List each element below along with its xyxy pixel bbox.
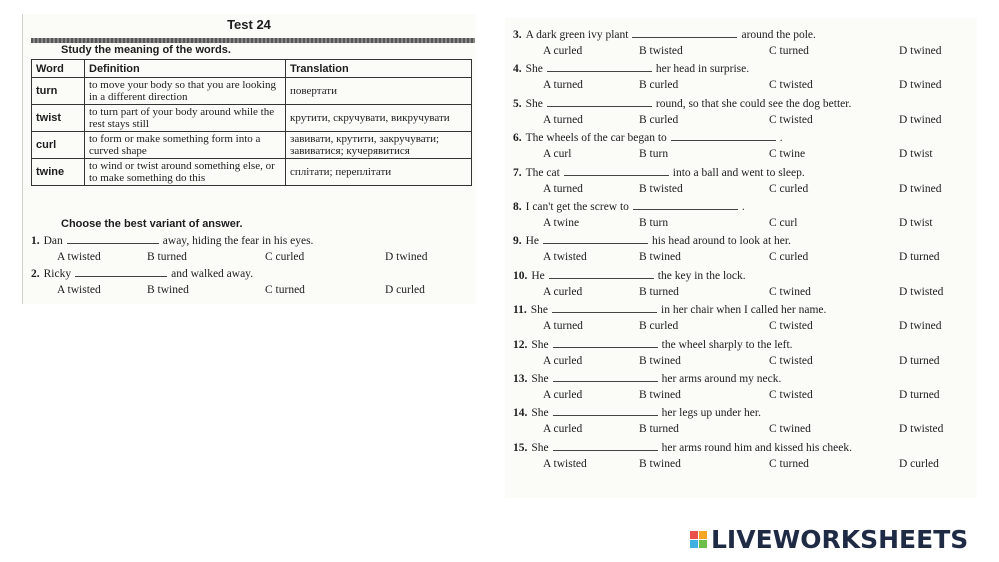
question-text-after: the wheel sharply to the left. bbox=[661, 338, 793, 351]
answer-option[interactable]: C twine bbox=[769, 148, 806, 161]
question-text-before: Ricky bbox=[43, 268, 72, 280]
question-text-before: She bbox=[525, 63, 543, 76]
brand-name: LIVEWORKSHEETS bbox=[711, 524, 969, 554]
test-title: Test 24 bbox=[227, 17, 271, 32]
question-text-before: He bbox=[525, 235, 540, 248]
answer-option[interactable]: C turned bbox=[769, 457, 809, 470]
question-text-before: I can't get the screw to bbox=[525, 201, 629, 213]
answer-option[interactable]: D twined bbox=[899, 79, 942, 92]
question-row bbox=[513, 406, 761, 419]
answer-blank[interactable] bbox=[633, 200, 738, 210]
question-text-after: her head in surprise. bbox=[655, 63, 750, 76]
question-text-before: She bbox=[531, 338, 549, 351]
answer-option[interactable]: D twined bbox=[385, 251, 428, 263]
answer-option[interactable]: C twisted bbox=[769, 354, 813, 367]
translation-cell: повертати bbox=[286, 78, 472, 105]
answer-blank[interactable] bbox=[553, 338, 658, 348]
question-number: 8. bbox=[513, 201, 522, 213]
answer-option[interactable]: D curled bbox=[385, 284, 425, 296]
question-number: 4. bbox=[513, 63, 522, 76]
left-worksheet-page bbox=[22, 14, 475, 304]
answer-option[interactable]: B twined bbox=[639, 457, 681, 470]
question-row bbox=[513, 269, 746, 282]
question-number: 2. bbox=[31, 268, 40, 280]
answer-blank[interactable] bbox=[547, 97, 652, 107]
question-number: 11. bbox=[513, 304, 527, 317]
answer-option[interactable]: B turn bbox=[639, 217, 669, 229]
choose-heading: Choose the best variant of answer. bbox=[61, 218, 243, 230]
question-number: 3. bbox=[513, 29, 522, 41]
answer-option[interactable]: B turn bbox=[639, 148, 669, 161]
answer-option[interactable]: B twined bbox=[639, 354, 681, 367]
answer-option[interactable]: B twined bbox=[639, 251, 681, 264]
question-number: 1. bbox=[31, 235, 40, 247]
question-text-after: away, hiding the fear in his eyes. bbox=[162, 235, 314, 247]
question-text-after: his head around to look at her. bbox=[652, 235, 791, 248]
answer-option[interactable]: D turned bbox=[899, 354, 940, 367]
answer-option[interactable]: A turned bbox=[543, 320, 583, 333]
answer-option[interactable]: A twisted bbox=[57, 284, 101, 296]
answer-option[interactable]: C curl bbox=[769, 217, 798, 229]
answer-option[interactable]: A curled bbox=[543, 423, 583, 436]
table-row bbox=[32, 78, 472, 105]
answer-option[interactable]: D twined bbox=[899, 320, 942, 333]
answer-option[interactable]: D twined bbox=[899, 113, 942, 126]
word-cell: curl bbox=[32, 132, 85, 159]
table-header-row bbox=[32, 60, 472, 78]
question-text-after: her arms around my neck. bbox=[661, 373, 782, 385]
answer-option[interactable]: B curled bbox=[639, 79, 679, 92]
answer-option[interactable]: D turned bbox=[899, 389, 940, 401]
definition-cell: to wind or twist around something else, or to make something do this bbox=[85, 159, 286, 186]
header-definition: Definition bbox=[85, 60, 286, 78]
question-text-before: The cat bbox=[525, 166, 560, 179]
question-text-after: her arms round him and kissed his cheek. bbox=[661, 441, 852, 454]
title-rule bbox=[31, 38, 475, 43]
question-row bbox=[513, 303, 826, 316]
answer-option[interactable]: C twisted bbox=[769, 113, 813, 126]
question-text-before: She bbox=[531, 441, 549, 454]
translation-cell: сплітати; переплітати bbox=[286, 159, 472, 186]
answer-option[interactable]: D twisted bbox=[899, 285, 944, 298]
answer-option[interactable]: B twisted bbox=[639, 45, 683, 57]
answer-option[interactable]: C curled bbox=[265, 251, 305, 263]
answer-option[interactable]: A curl bbox=[543, 148, 572, 161]
question-number: 10. bbox=[513, 269, 528, 282]
translation-cell: крутити, скручувати, викручувати bbox=[286, 105, 472, 132]
answer-blank[interactable] bbox=[632, 28, 737, 38]
answer-blank[interactable] bbox=[552, 303, 657, 313]
answer-option[interactable]: A twine bbox=[543, 217, 580, 229]
answer-option[interactable]: D twisted bbox=[899, 423, 944, 436]
question-number: 13. bbox=[513, 373, 528, 385]
answer-option[interactable]: C twisted bbox=[769, 320, 813, 333]
question-row bbox=[31, 234, 313, 247]
answer-option[interactable]: C curled bbox=[769, 182, 809, 195]
question-row bbox=[513, 441, 852, 454]
answer-option[interactable]: B curled bbox=[639, 113, 679, 126]
question-number: 14. bbox=[513, 407, 528, 420]
answer-option[interactable]: C twined bbox=[769, 423, 811, 436]
answer-option[interactable]: B twisted bbox=[639, 182, 683, 195]
answer-blank[interactable] bbox=[553, 406, 658, 416]
study-heading: Study the meaning of the words. bbox=[61, 44, 231, 56]
liveworksheets-logo bbox=[690, 522, 968, 556]
answer-blank[interactable] bbox=[549, 269, 654, 279]
answer-option[interactable]: D twist bbox=[899, 148, 933, 161]
question-text-after: . bbox=[741, 201, 745, 213]
question-row bbox=[513, 97, 851, 110]
question-text-after: into a ball and went to sleep. bbox=[672, 166, 805, 179]
question-text-after: . bbox=[779, 132, 783, 145]
answer-blank[interactable] bbox=[67, 234, 159, 244]
answer-option[interactable]: B turned bbox=[639, 423, 679, 436]
answer-option[interactable]: D curled bbox=[899, 457, 939, 470]
answer-option[interactable]: A turned bbox=[543, 182, 583, 195]
answer-blank[interactable] bbox=[671, 131, 776, 141]
question-number: 5. bbox=[513, 97, 522, 110]
question-number: 15. bbox=[513, 441, 528, 454]
word-cell: twist bbox=[32, 105, 85, 132]
answer-option[interactable]: A curled bbox=[543, 389, 583, 401]
question-number: 9. bbox=[513, 235, 522, 248]
question-row bbox=[513, 200, 745, 213]
answer-blank[interactable] bbox=[547, 62, 652, 72]
answer-option[interactable]: C twisted bbox=[769, 79, 813, 92]
question-row bbox=[513, 338, 793, 351]
vocabulary-table bbox=[31, 59, 472, 186]
answer-option[interactable]: C twisted bbox=[769, 389, 813, 401]
table-row bbox=[32, 159, 472, 186]
answer-option[interactable]: A twisted bbox=[543, 251, 587, 264]
word-cell: turn bbox=[32, 78, 85, 105]
answer-option[interactable]: A turned bbox=[543, 113, 583, 126]
answer-option[interactable]: D turned bbox=[899, 251, 940, 264]
answer-option[interactable]: C turned bbox=[265, 284, 305, 296]
question-text-before: Dan bbox=[43, 235, 63, 247]
answer-blank[interactable] bbox=[543, 234, 648, 244]
answer-blank[interactable] bbox=[564, 166, 669, 176]
question-text-before: She bbox=[530, 304, 548, 317]
question-text-after: in her chair when I called her name. bbox=[661, 304, 827, 317]
answer-option[interactable]: A twisted bbox=[543, 457, 587, 470]
answer-option[interactable]: A twisted bbox=[57, 251, 101, 263]
answer-option[interactable]: B twined bbox=[147, 284, 189, 296]
question-text-before: A dark green ivy plant bbox=[525, 29, 629, 41]
question-text-before: The wheels of the car began to bbox=[525, 132, 667, 145]
question-number: 12. bbox=[513, 338, 528, 351]
answer-option[interactable]: C curled bbox=[769, 251, 809, 264]
header-word: Word bbox=[32, 60, 85, 78]
answer-blank[interactable] bbox=[75, 267, 167, 277]
definition-cell: to move your body so that you are looking in a different direction bbox=[85, 78, 286, 105]
answer-blank[interactable] bbox=[553, 441, 658, 451]
question-text-after: around the pole. bbox=[741, 29, 816, 41]
table-row bbox=[32, 105, 472, 132]
question-row bbox=[513, 131, 783, 144]
question-row bbox=[513, 166, 805, 179]
answer-option[interactable]: B turned bbox=[639, 285, 679, 298]
translation-cell: завивати, крутити, закручувати; завиватися; кучерявитися bbox=[286, 132, 472, 159]
right-worksheet-page bbox=[505, 18, 977, 498]
word-cell: twine bbox=[32, 159, 85, 186]
logo-mark-icon bbox=[690, 531, 707, 548]
question-text-before: She bbox=[525, 97, 543, 110]
question-row bbox=[513, 28, 816, 41]
question-row bbox=[31, 267, 253, 280]
answer-option[interactable]: D twist bbox=[899, 217, 933, 229]
question-text-after: her legs up under her. bbox=[661, 407, 761, 420]
question-text-after: the key in the lock. bbox=[657, 269, 746, 282]
question-number: 6. bbox=[513, 132, 522, 145]
table-row bbox=[32, 132, 472, 159]
answer-option[interactable]: B curled bbox=[639, 320, 679, 333]
answer-option[interactable]: A curled bbox=[543, 285, 583, 298]
question-text-after: and walked away. bbox=[171, 268, 254, 280]
definition-cell: to turn part of your body around while the rest stays still bbox=[85, 105, 286, 132]
answer-option[interactable]: A curled bbox=[543, 45, 583, 57]
question-row bbox=[513, 372, 781, 385]
question-text-after: round, so that she could see the dog better. bbox=[655, 97, 852, 110]
definition-cell: to form or make something form into a curved shape bbox=[85, 132, 286, 159]
question-text-before: She bbox=[531, 407, 549, 420]
answer-option[interactable]: D twined bbox=[899, 182, 942, 195]
answer-option[interactable]: A turned bbox=[543, 79, 583, 92]
question-text-before: She bbox=[531, 373, 549, 385]
question-text-before: He bbox=[531, 269, 545, 282]
answer-option[interactable]: D twined bbox=[899, 45, 942, 57]
question-row bbox=[513, 234, 791, 247]
answer-blank[interactable] bbox=[553, 372, 658, 382]
answer-option[interactable]: B twined bbox=[639, 389, 681, 401]
question-row bbox=[513, 62, 749, 75]
question-number: 7. bbox=[513, 166, 522, 179]
answer-option[interactable]: C turned bbox=[769, 45, 809, 57]
answer-option[interactable]: B turned bbox=[147, 251, 187, 263]
answer-option[interactable]: C twined bbox=[769, 285, 811, 298]
header-translation: Translation bbox=[286, 60, 472, 78]
answer-option[interactable]: A curled bbox=[543, 354, 583, 367]
